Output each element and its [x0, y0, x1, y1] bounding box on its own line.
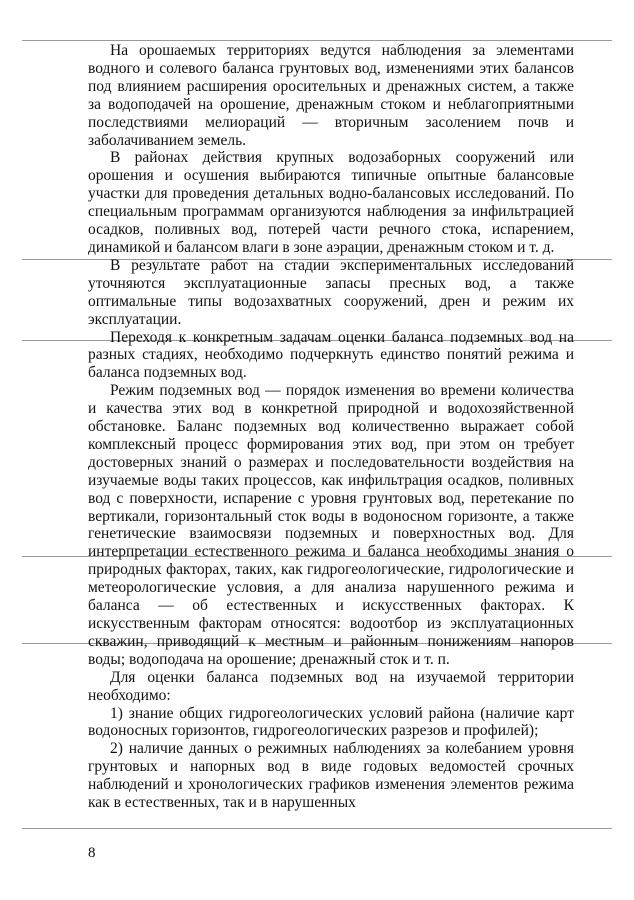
paragraph-5: Режим подземных вод — порядок изменения во времени количества и качества этих вод в конкретной природной и водохозяйственной обстановке. Баланс подземных вод количественно выражает собой комплексный процесс формирования этих вод, при этом он требует достоверных знаний о размерах и последовательности воздействия на изучаемые воды таких процессов, как инфильтрация осадков, поливных вод с поверхности, испарение с уровня грунтовых вод, перетекание по вертикали, горизонтальный сток воды в водоносном горизонте, а также генетические взаимосвязи подземных и поверхностных вод. Для интерпретации естественного режима и баланса необходимы знания о природных факторах, таких, как гидрогеологические, гидрологические и метеорологические условия, а для анализа нарушенного режима и баланса — об естественных и искусственных факторах. К искусственным факторам относятся: водоотбор из эксплуатационных скважин, приводящий к местным и районным понижениям напоров воды; водоподача на орошение; дренажный сток и т. п.	[88, 382, 574, 668]
list-item-2: 2) наличие данных о режимных наблюдениях за колебанием уровня грунтовых и напорных вод в виде годовых ведомостей срочных наблюдений и хронологических графиков изменения элементов режима как в естественных, так и в нарушенных	[88, 740, 574, 812]
paragraph-4: Переходя к конкретным задачам оценки баланса подземных вод на разных стадиях, необходимо подчеркнуть единство понятий режима и баланса подземных вод.	[88, 328, 574, 382]
scan-line-top	[22, 40, 612, 41]
paragraph-1: На орошаемых территориях ведутся наблюдения за элементами водного и солевого баланса грунтовых вод, изменениями этих балансов под влиянием расширения оросительных и дренажных систем, а также за водоподачей на орошение, дренажным стоком и неблагоприятными последствиями мелиораций — вторичным засолением почв и заболачиванием земель.	[88, 42, 574, 149]
list-item-1: 1) знание общих гидрогеологических условий района (наличие карт водоносных горизонтов, гидрогеологических разрезов и профилей);	[88, 704, 574, 740]
page-text	[88, 42, 574, 812]
page-number: 8	[88, 845, 96, 861]
paragraph-2: В районах действия крупных водозаборных сооружений или орошения и осушения выбираются типичные опытные балансовые участки для проведения детальных водно-балансовых исследований. По специальным программам организуются наблюдения за инфильтрацией осадков, поливных вод, потерей части речного стока, испарением, динамикой и балансом влаги в зоне аэрации, дренажным стоком и т. д.	[88, 149, 574, 256]
scan-line-bottom	[22, 828, 612, 829]
paragraph-6: Для оценки баланса подземных вод на изучаемой территории необходимо:	[88, 668, 574, 704]
paragraph-3: В результате работ на стадии экспериментальных исследований уточняются эксплуатационные запасы пресных вод, а также оптимальные типы водозахватных сооружений, дрен и режим их эксплуатации.	[88, 256, 574, 328]
